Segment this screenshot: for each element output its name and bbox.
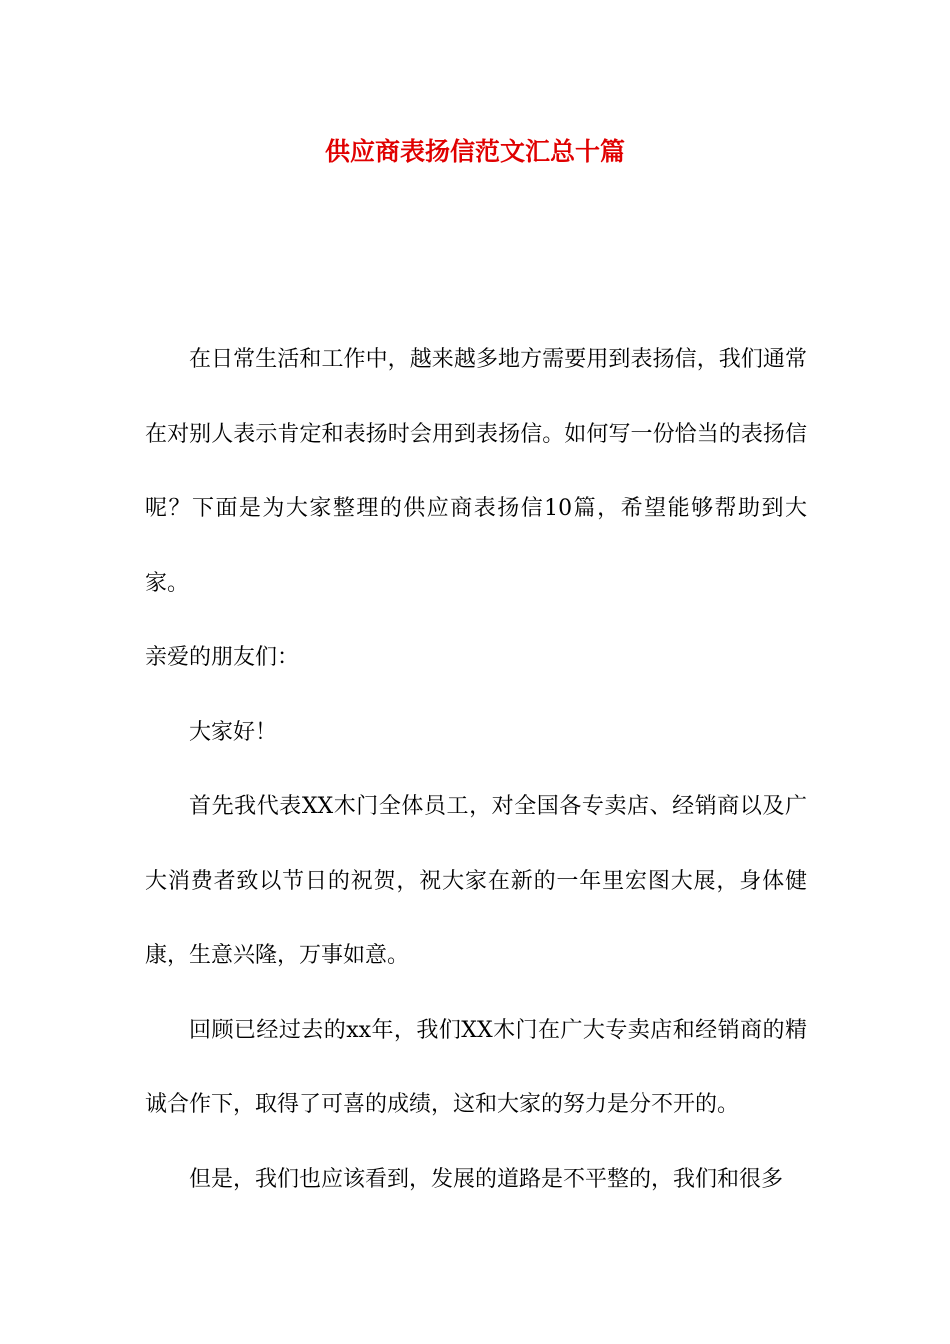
document-title: 供应商表扬信范文汇总十篇 (324, 137, 625, 166)
paragraph-intro: 在日常生活和工作中，越来越多地方需要用到表扬信，我们通常在对别人表示肯定和表扬时会用到表扬信。如何写一份恰当的表扬信呢？下面是为大家整理的供应商表扬信10篇，希望能够帮助到大家。 (145, 347, 807, 596)
paragraph-greeting: 大家好！ (189, 719, 278, 745)
paragraph-salutation: 亲爱的朋友们： (145, 645, 300, 670)
paragraph-review: 回顾已经过去的xx年，我们XX木门在广大专卖店和经销商的精诚合作下，取得了可喜的成绩，这和大家的努力是分不开的。 (145, 1017, 807, 1117)
document-body (145, 323, 807, 1217)
paragraph-outlook: 但是，我们也应该看到，发展的道路是不平整的，我们和很多 (189, 1166, 784, 1192)
paragraph-wishes: 首先我代表XX木门全体员工，对全国各专卖店、经销商以及广大消费者致以节日的祝贺，祝大家在新的一年里宏图大展，身体健康，生意兴隆，万事如意。 (145, 794, 807, 968)
